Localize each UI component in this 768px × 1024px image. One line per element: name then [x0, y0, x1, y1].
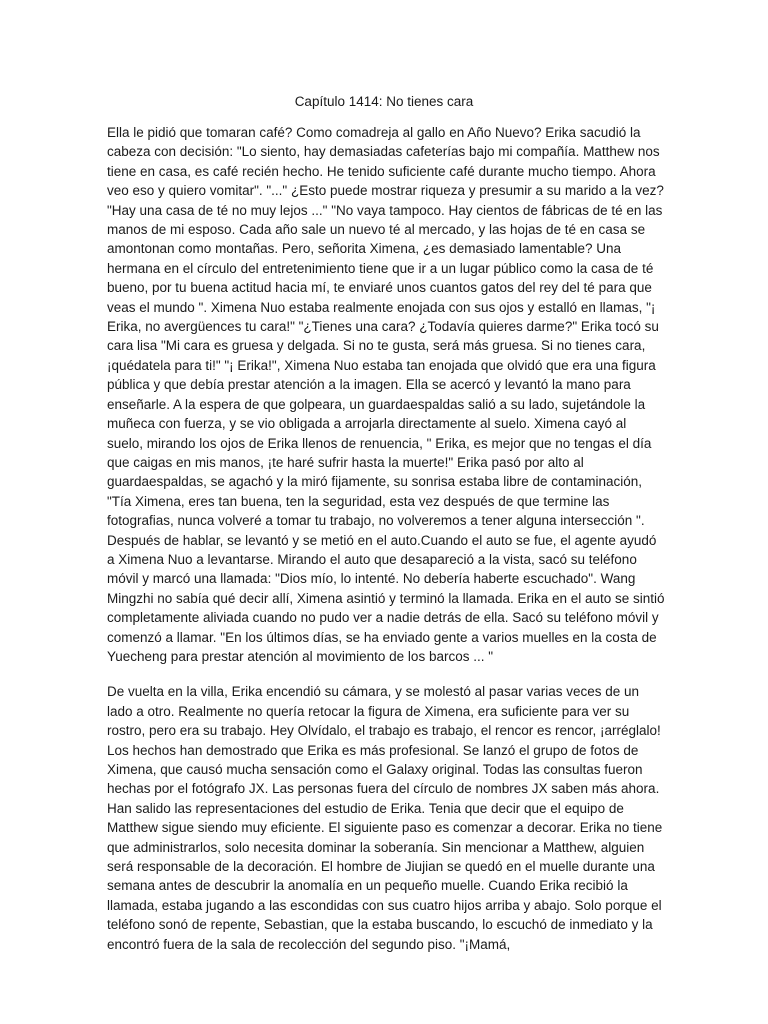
body-text	[107, 123, 665, 970]
paragraph-1: Ella le pidió que tomaran café? Como comadreja al gallo en Año Nuevo? Erika sacudió la cabeza con decisión: "Lo siento, hay demasiadas cafeterías bajo mi compañía. Matthew nos tiene en casa, es café recién hecho. He tenido suficiente café durante mucho tiempo. Ahora veo eso y quiero vomitar". "..." ¿Esto puede mostrar riqueza y presumir a su marido a la vez? "Hay una casa de té no muy lejos ..." "No vaya tampoco. Hay cientos de fábricas de té en las manos de mi esposo. Cada año sale un nuevo té al mercado, y las hojas de té en casa se amontonan como montañas. Pero, señorita Ximena, ¿es demasiado lamentable? Una hermana en el círculo del entretenimiento tiene que ir a un lugar público como la casa de té bueno, por tu buena actitud hacia mí, te enviaré unos cuantos gatos del rey del té para que veas el mundo ". Ximena Nuo estaba realmente enojada con sus ojos y estalló en llamas, "¡ Erika, no avergüences tu cara!" "¿Tienes una cara? ¿Todavía quieres darme?" Erika tocó su cara lisa "Mi cara es gruesa y delgada. Si no te gusta, será más gruesa. Si no tienes cara, ¡quédatela para ti!" "¡ Erika!", Ximena Nuo estaba tan enojada que olvidó que era una figura pública y que debía prestar atención a la imagen. Ella se acercó y levantó la mano para enseñarle. A la espera de que golpeara, un guardaespaldas salió a su lado, sujetándole la muñeca con fuerza, y se vio obligada a arrojarla directamente al suelo. Ximena cayó al suelo, mirando los ojos de Erika llenos de renuencia, " Erika, es mejor que no tengas el día que caigas en mis manos, ¡te haré sufrir hasta la muerte!" Erika pasó por alto al guardaespaldas, se agachó y la miró fijamente, su sonrisa estaba libre de contaminación, "Tía Ximena, eres tan buena, ten la seguridad, esta vez después de que termine las fotografias, nunca volveré a tomar tu trabajo, no volveremos a tener alguna intersección ". Después de hablar, se levantó y se metió en el auto.Cuando el auto se fue, el agente ayudó a Ximena Nuo a levantarse. Mirando el auto que desapareció a la vista, sacó su teléfono móvil y marcó una llamada: "Dios mío, lo intenté. No debería haberte escuchado". Wang Mingzhi no sabía qué decir allí, Ximena asintió y terminó la llamada. Erika en el auto se sintió completamente aliviada cuando no pudo ver a nadie detrás de ella. Sacó su teléfono móvil y comenzó a llamar. "En los últimos días, se ha enviado gente a varios muelles en la costa de Yuecheng para prestar atención al movimiento de los barcos ... "	[107, 125, 665, 664]
chapter-title: Capítulo 1414: No tienes cara	[294, 94, 474, 109]
paragraph-2: De vuelta en la villa, Erika encendió su cámara, y se molestó al pasar varias veces de un lado a otro. Realmente no quería retocar la figura de Ximena, era suficiente para ver su rostro, pero era su trabajo. Hey Olvídalo, el trabajo es trabajo, el rencor es rencor, ¡arréglalo! Los hechos han demostrado que Erika es más profesional. Se lanzó el grupo de fotos de Ximena, que causó mucha sensación como el Galaxy original. Todas las consultas fueron hechas por el fotógrafo JX. Las personas fuera del círculo de nombres JX saben más ahora. Han salido las representaciones del estudio de Erika. Tenia que decir que el equipo de Matthew sigue siendo muy eficiente. El siguiente paso es comenzar a decorar. Erika no tiene que administrarlos, solo necesita dominar la soberanía. Sin mencionar a Matthew, alguien será responsable de la decoración. El hombre de Jiujian se quedó en el muelle durante una semana antes de descubrir la anomalía en un pequeño muelle. Cuando Erika recibió la llamada, estaba jugando a las escondidas con sus cuatro hijos arriba y abajo. Solo porque el teléfono sonó de repente, Sebastian, que la estaba buscando, lo escuchó de inmediato y la encontró fuera de la sala de recolección del segundo piso. "¡Mamá,	[107, 684, 663, 952]
